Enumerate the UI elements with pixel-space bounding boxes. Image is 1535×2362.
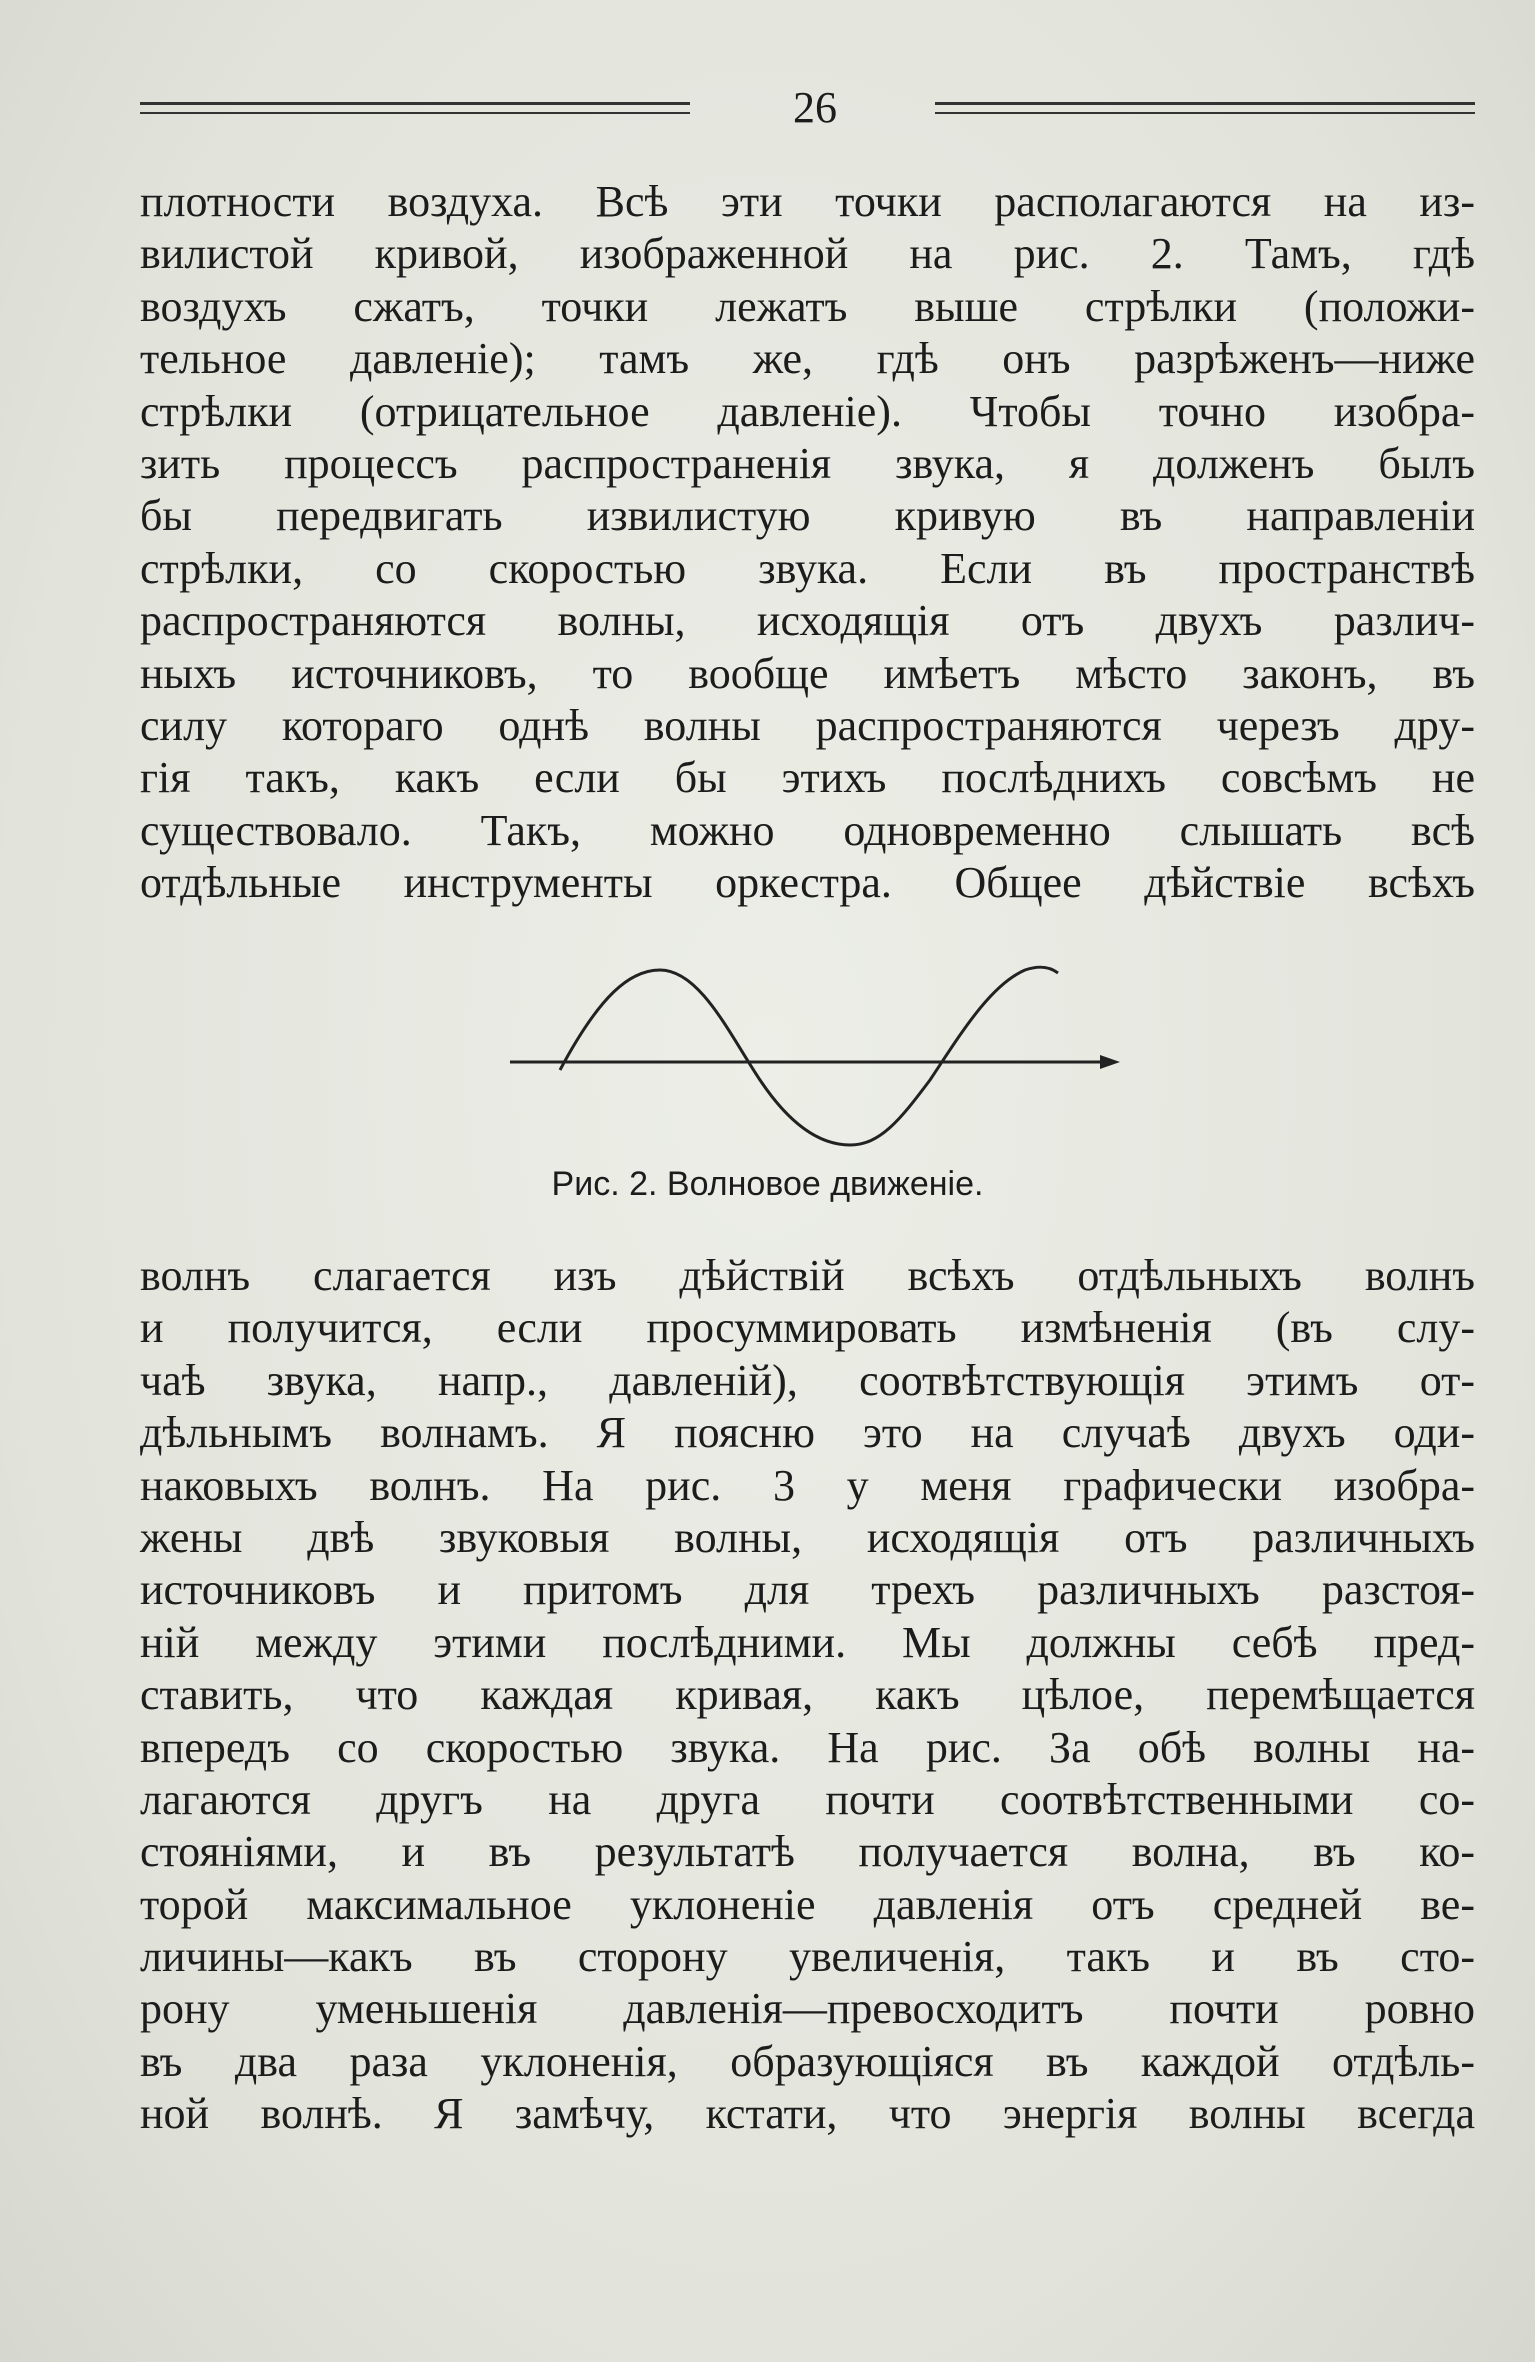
text-line: распространяются волны, исходящія отъ двухъ различ-: [140, 596, 1475, 646]
page-number: 26: [793, 83, 837, 132]
text-line: стрѣлки (отрицательное давленіе). Чтобы точно изобра-: [140, 386, 1475, 436]
text-line: личины—какъ въ сторону увеличенія, такъ и въ сто-: [140, 1932, 1475, 1982]
text-line: отдѣльные инструменты оркестра. Общее дѣйствіе всѣхъ: [140, 858, 1475, 908]
text-line: плотности воздуха. Всѣ эти точки располагаются на из-: [140, 177, 1475, 226]
header-rule-left: [140, 102, 690, 114]
paragraph-1: [140, 176, 1475, 909]
text-line: рону уменьшенія давленія—превосходитъ почти ровно: [140, 1984, 1475, 2034]
figure-caption: Рис. 2. Волновое движеніе.: [551, 1165, 984, 1203]
text-line: волнъ слагается изъ дѣйствій всѣхъ отдѣльныхъ волнъ: [140, 1251, 1475, 1300]
text-line: тельное давленіе); тамъ же, гдѣ онъ разрѣженъ—ниже: [140, 334, 1475, 384]
text-line: гія такъ, какъ если бы этихъ послѣднихъ совсѣмъ не: [140, 753, 1475, 803]
text-line: ній между этими послѣдними. Мы должны себѣ пред-: [140, 1617, 1475, 1667]
text-line: впередъ со скоростью звука. На рис. За обѣ волны на-: [140, 1722, 1475, 1772]
text-line: лагаются другъ на друга почти соотвѣтственными со-: [140, 1774, 1475, 1824]
text-line: бы передвигать извилистую кривую въ направленіи: [140, 491, 1475, 541]
arrowhead: [1100, 1055, 1120, 1069]
text-line: чаѣ звука, напр., давленій), соотвѣтствующія этимъ от-: [140, 1355, 1475, 1405]
page-header: [140, 78, 1475, 138]
text-line: источниковъ и притомъ для трехъ различныхъ разстоя-: [140, 1565, 1475, 1615]
text-line: наковыхъ волнъ. На рис. 3 у меня графически изобра-: [140, 1460, 1475, 1510]
text-line: ставить, что каждая кривая, какъ цѣлое, перемѣщается: [140, 1670, 1475, 1720]
text-line: зить процессъ распространенія звука, я долженъ былъ: [140, 438, 1475, 488]
text-line: дѣльнымъ волнамъ. Я поясню это на случаѣ двухъ оди-: [140, 1408, 1475, 1458]
text-line: вилистой кривой, изображенной на рис. 2. Тамъ, гдѣ: [140, 229, 1475, 279]
text-line: силу котораго однѣ волны распространяются черезъ дру-: [140, 700, 1475, 750]
text-line: ныхъ источниковъ, то вообще имѣетъ мѣсто законъ, въ: [140, 648, 1475, 698]
text-line: воздухъ сжатъ, точки лежатъ выше стрѣлки (положи-: [140, 281, 1475, 331]
text-line: стрѣлки, со скоростью звука. Если въ пространствѣ: [140, 543, 1475, 593]
text-line: торой максимальное уклоненіе давленія отъ средней ве-: [140, 1879, 1475, 1929]
wave-figure: [500, 955, 1140, 1155]
wave-curve: [560, 967, 1058, 1145]
text-line: жены двѣ звуковыя волны, исходящія отъ различныхъ: [140, 1512, 1475, 1562]
text-line: ной волнѣ. Я замѣчу, кстати, что энергія волны всегда: [140, 2089, 1475, 2139]
header-rule-right: [935, 102, 1475, 114]
paragraph-2: [140, 1250, 1475, 2141]
text-line: и получится, если просуммировать измѣненія (въ слу-: [140, 1303, 1475, 1353]
text-line: существовало. Такъ, можно одновременно слышать всѣ: [140, 805, 1475, 855]
text-line: стояніями, и въ результатѣ получается волна, въ ко-: [140, 1827, 1475, 1877]
text-line: въ два раза уклоненія, образующіяся въ каждой отдѣль-: [140, 2036, 1475, 2086]
